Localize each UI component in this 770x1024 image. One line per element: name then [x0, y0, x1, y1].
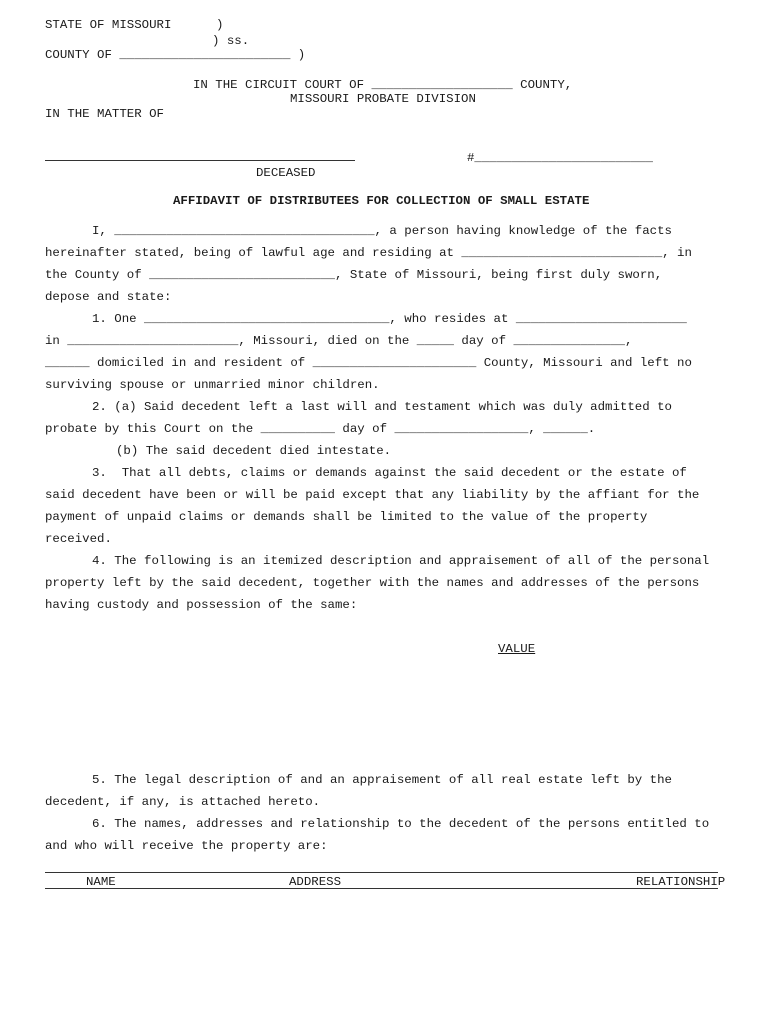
body-text: decedent, if any, is attached hereto. — [45, 795, 321, 809]
paragraph-4: 4. The following is an itemized description and appraisement of all of the personal — [92, 554, 710, 568]
table-top-rule — [45, 872, 718, 873]
paragraph-6: 6. The names, addresses and relationship to the decedent of the persons entitled to — [92, 817, 710, 831]
county-line[interactable]: the County of _________________________, State of Missouri, being first duly sworn, — [45, 268, 663, 282]
body-text: depose and state: — [45, 290, 172, 304]
table-header-rule — [45, 888, 718, 889]
body-text: having custody and possession of the same: — [45, 598, 358, 612]
probate-division-heading: MISSOURI PROBATE DIVISION — [290, 92, 476, 106]
probate-date-line[interactable]: probate by this Court on the __________ day of __________________, ______. — [45, 422, 596, 436]
paragraph-3: 3. That all debts, claims or demands against the said decedent or the estate of — [92, 466, 687, 480]
state-label: STATE OF MISSOURI ) — [45, 18, 224, 32]
body-text: payment of unpaid claims or demands shall be limited to the value of the property — [45, 510, 648, 524]
body-text: received. — [45, 532, 112, 546]
ss-label: ) ss. — [212, 34, 250, 48]
paragraph-1-line[interactable]: 1. One _________________________________, who resides at _______________________ — [92, 312, 687, 326]
paragraph-2a: 2. (a) Said decedent left a last will and testament which was duly admitted to — [92, 400, 672, 414]
residence-line[interactable]: hereinafter stated, being of lawful age and residing at ___________________________, in — [45, 246, 692, 260]
body-text: property left by the said decedent, together with the names and addresses of the persons — [45, 576, 700, 590]
case-number-field[interactable]: #________________________ — [467, 151, 653, 165]
court-heading: IN THE CIRCUIT COURT OF ___________________ COUNTY, — [193, 78, 573, 92]
paragraph-5: 5. The legal description of and an appraisement of all real estate left by the — [92, 773, 672, 787]
table-header-address: ADDRESS — [289, 875, 342, 889]
matter-label: IN THE MATTER OF — [45, 107, 164, 121]
table-header-relationship: RELATIONSHIP — [636, 875, 726, 889]
table-header-name: NAME — [86, 875, 116, 889]
county-field[interactable]: COUNTY OF _______________________ ) — [45, 48, 306, 62]
body-text: said decedent have been or will be paid except that any liability by the affiant for the — [45, 488, 700, 502]
domicile-line[interactable]: ______ domiciled in and resident of ______________________ County, Missouri and left no — [45, 356, 692, 370]
body-text: surviving spouse or unmarried minor children. — [45, 378, 380, 392]
decedent-name-line[interactable] — [45, 160, 355, 161]
body-text: and who will receive the property are: — [45, 839, 328, 853]
death-date-line[interactable]: in _______________________, Missouri, died on the _____ day of _______________, — [45, 334, 633, 348]
value-column-label: VALUE — [498, 642, 536, 656]
deceased-label: DECEASED — [256, 166, 316, 180]
document-title: AFFIDAVIT OF DISTRIBUTEES FOR COLLECTION OF SMALL ESTATE — [173, 194, 590, 208]
affiant-line[interactable]: I, ___________________________________, a person having knowledge of the facts — [92, 224, 672, 238]
paragraph-2b: (b) The said decedent died intestate. — [116, 444, 392, 458]
